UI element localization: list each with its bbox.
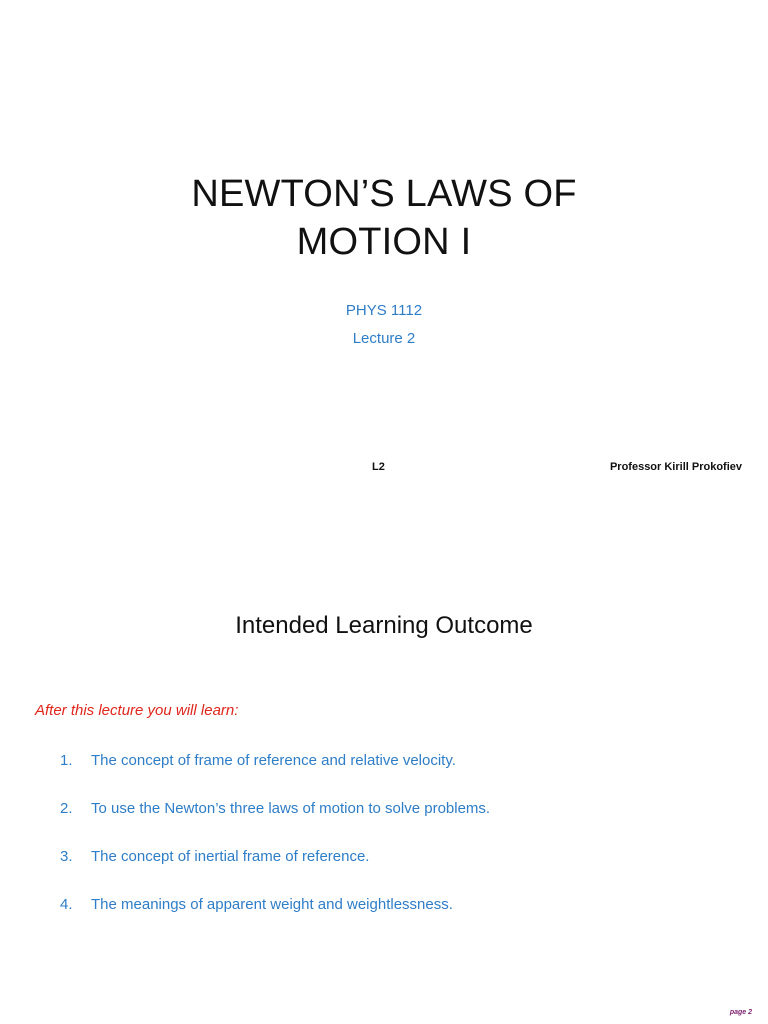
- list-item: [60, 800, 750, 848]
- list-number: 4.: [60, 896, 73, 913]
- list-text: The concept of frame of reference and relative velocity.: [91, 752, 456, 769]
- list-text: To use the Newton’s three laws of motion to solve problems.: [91, 800, 491, 817]
- intro-text: After this lecture you will learn:: [35, 702, 239, 719]
- footer-lecture-code: L2: [372, 461, 385, 473]
- list-number: 3.: [60, 848, 73, 865]
- course-code: PHYS 1112: [345, 302, 423, 319]
- learning-outcome-slide: [0, 512, 768, 1024]
- lecture-number: Lecture 2: [352, 330, 416, 347]
- list-item: [60, 896, 750, 944]
- outcome-list: [60, 752, 750, 944]
- list-text: The meanings of apparent weight and weightlessness.: [91, 896, 453, 913]
- title-line-2: MOTION I: [296, 221, 472, 263]
- list-item: [60, 752, 750, 800]
- slide-title: [0, 170, 768, 266]
- slide-title: Intended Learning Outcome: [235, 612, 533, 639]
- list-text: The concept of inertial frame of reference.: [91, 848, 370, 865]
- list-number: 1.: [60, 752, 73, 769]
- footer-author: Professor Kirill Prokofiev: [609, 461, 742, 473]
- list-number: 2.: [60, 800, 73, 817]
- title-line-1: NEWTON’S LAWS OF: [191, 173, 577, 215]
- list-item: [60, 848, 750, 896]
- page-label: page 2: [729, 1009, 752, 1016]
